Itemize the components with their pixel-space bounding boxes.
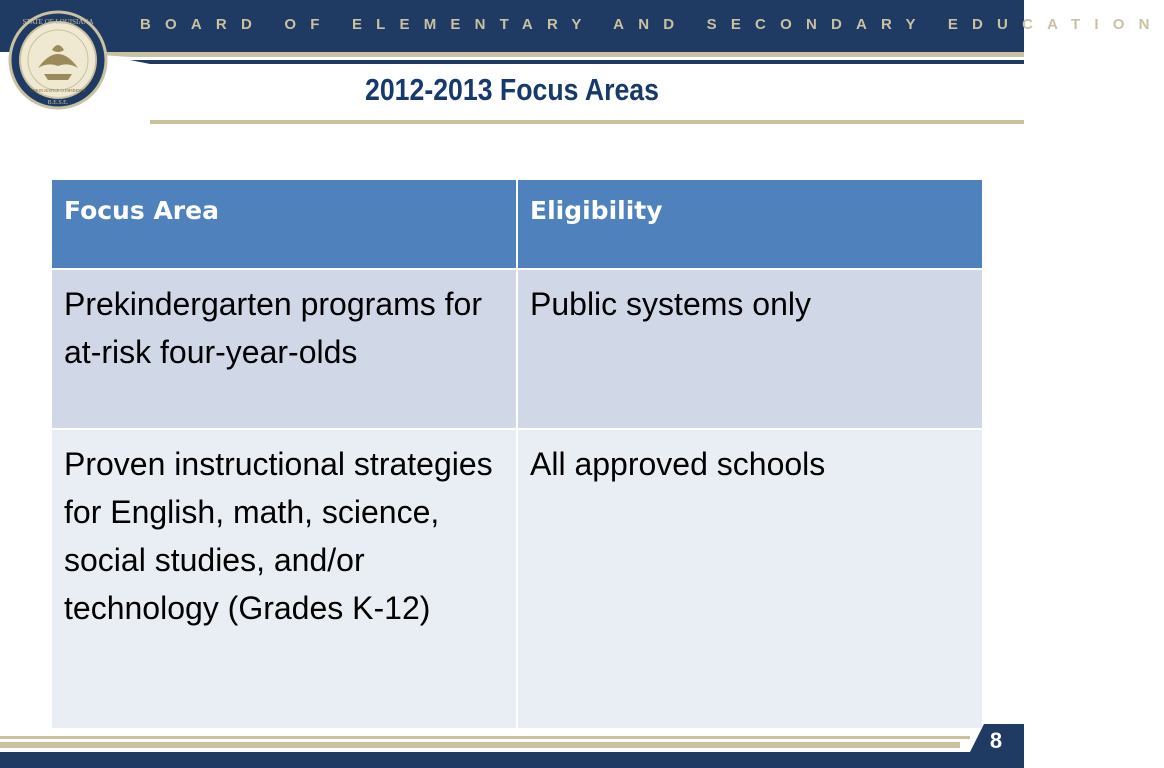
cell-eligibility: All approved schools <box>517 429 983 729</box>
page-number: 8 <box>989 728 1003 753</box>
table-row <box>51 429 983 729</box>
organization-name: BOARD OF ELEMENTARY AND SECONDARY EDUCATION <box>140 16 1164 33</box>
seal-text-top: STATE OF LOUISIANA <box>22 18 94 26</box>
cell-eligibility: Public systems only <box>517 269 983 429</box>
cell-focus-area: Prekindergarten programs for at-risk four-year-olds <box>51 269 517 429</box>
seal-text-middle: UNION JUSTICE CONFIDENCE <box>30 88 86 93</box>
cell-focus-area: Proven instructional strategies for English, math, science, social studies, and/or technology (Grades K-12) <box>51 429 517 729</box>
table-header-row <box>51 179 983 269</box>
header-focus-area: Focus Area <box>51 179 517 269</box>
seal-text-bottom: B.E.S.E. <box>47 100 69 106</box>
slide-title: 2012-2013 Focus Areas <box>365 72 659 107</box>
footer-stripe <box>0 742 960 748</box>
footer-bar <box>0 752 1024 768</box>
header-eligibility: Eligibility <box>517 179 983 269</box>
footer-stripe <box>0 736 970 739</box>
focus-areas-table <box>50 178 982 728</box>
header-bar <box>0 0 1164 52</box>
table-row <box>51 269 983 429</box>
